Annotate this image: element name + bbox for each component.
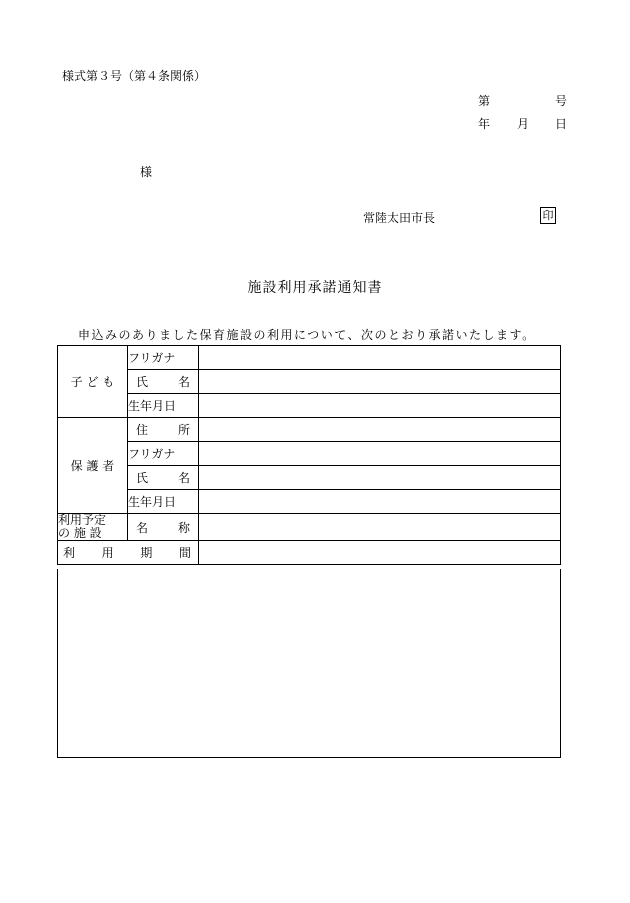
table-row xyxy=(58,394,561,418)
child-birthdate-field[interactable] xyxy=(199,394,561,418)
issuer-name: 常陸太田市長 xyxy=(363,211,436,225)
table-row xyxy=(58,541,561,565)
guardian-group-label: 保 護 者 xyxy=(58,418,128,514)
guardian-address-label: 住 所 xyxy=(128,418,199,442)
seal-mark: 印 xyxy=(540,207,556,224)
application-table xyxy=(57,345,561,565)
table-row xyxy=(58,418,561,442)
date-month-label: 月 xyxy=(517,117,530,131)
facility-group-label: 利用予定 の 施 設 xyxy=(58,514,128,541)
notes-box[interactable] xyxy=(57,569,561,758)
child-name-label: 氏 名 xyxy=(128,370,199,394)
child-birthdate-label: 生年月日 xyxy=(128,394,199,418)
guardian-birthdate-field[interactable] xyxy=(199,490,561,514)
document-title: 施設利用承諾通知書 xyxy=(247,280,383,296)
table-row xyxy=(58,346,561,370)
table-row xyxy=(58,490,561,514)
doc-number-suffix: 号 xyxy=(555,94,568,108)
intro-text: 申込みのありました保育施設の利用について、次のとおり承諾いたします。 xyxy=(78,328,536,342)
guardian-furigana-field[interactable] xyxy=(199,442,561,466)
period-label: 利 用 期 間 xyxy=(58,541,199,565)
child-group-label: 子 ど も xyxy=(58,346,128,418)
doc-number-prefix: 第 xyxy=(478,94,491,108)
child-furigana-field[interactable] xyxy=(199,346,561,370)
child-furigana-label: フリガナ xyxy=(128,346,199,370)
table-row xyxy=(58,466,561,490)
guardian-furigana-label: フリガナ xyxy=(128,442,199,466)
guardian-name-label: 氏 名 xyxy=(128,466,199,490)
addressee-honorific: 様 xyxy=(140,165,153,179)
table-row xyxy=(58,514,561,541)
date-day-label: 日 xyxy=(555,117,568,131)
form-id: 様式第３号（第４条関係） xyxy=(62,69,207,83)
period-field[interactable] xyxy=(199,541,561,565)
guardian-name-field[interactable] xyxy=(199,466,561,490)
child-name-field[interactable] xyxy=(199,370,561,394)
facility-name-label: 名 称 xyxy=(128,514,199,541)
table-row xyxy=(58,442,561,466)
date-year-label: 年 xyxy=(478,117,491,131)
guardian-address-field[interactable] xyxy=(199,418,561,442)
guardian-birthdate-label: 生年月日 xyxy=(128,490,199,514)
facility-name-field[interactable] xyxy=(199,514,561,541)
table-row xyxy=(58,370,561,394)
